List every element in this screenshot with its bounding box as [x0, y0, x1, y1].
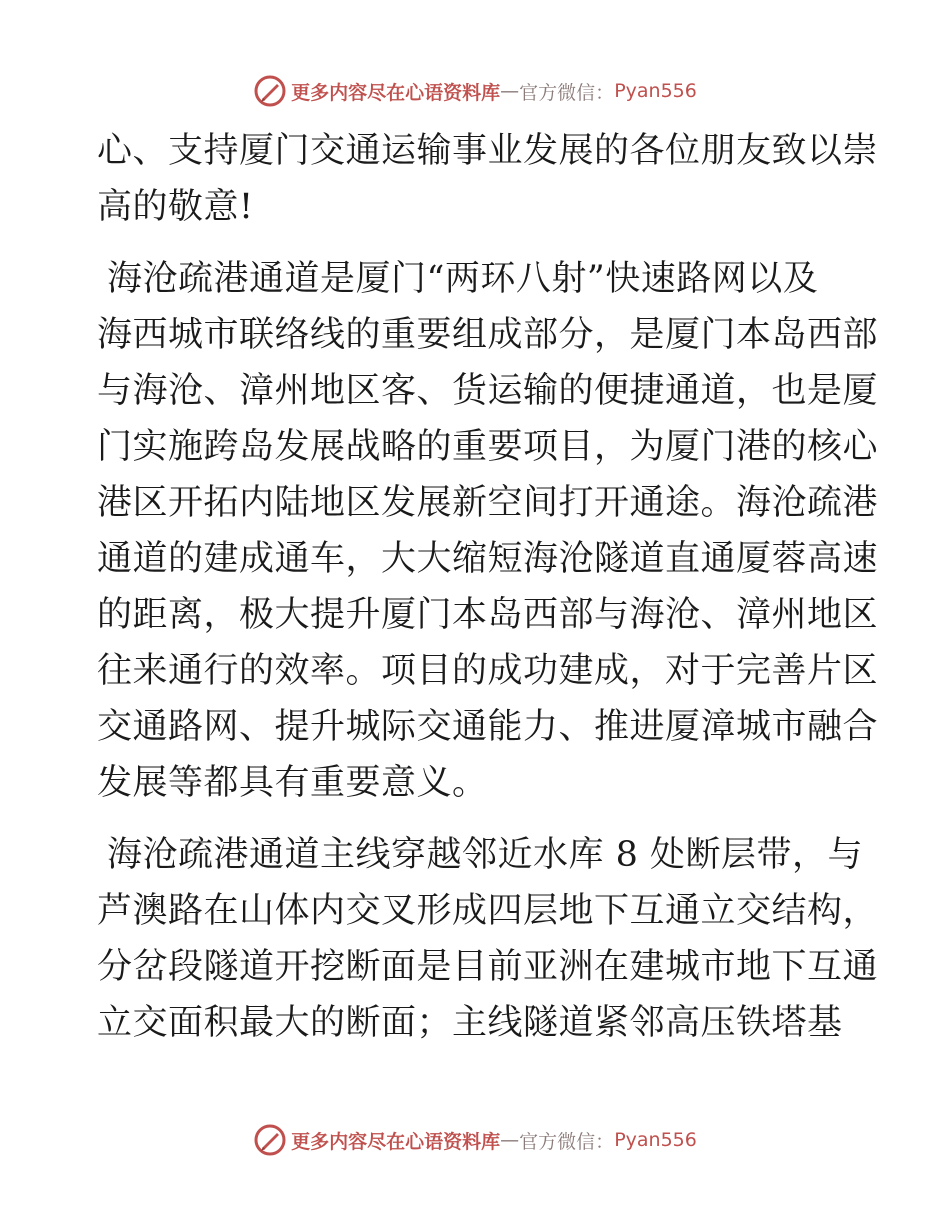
header-banner — [0, 71, 950, 111]
text-line: 海沧疏港通道是厦门“两环八射”快速路网以及 — [107, 259, 819, 299]
footer-banner — [0, 1120, 950, 1160]
text-line: 海西城市联络线的重要组成部分，是厦门本岛西部 — [97, 315, 879, 355]
text-line: 发展等都具有重要意义。 — [97, 763, 488, 803]
banner-separator: — — [500, 80, 520, 102]
text-line: 港区开拓内陆地区发展新空间打开通途。海沧疏港 — [97, 483, 879, 523]
banner-separator: — — [500, 1129, 520, 1151]
text-line: 交通路网、提升城际交通能力、推进厦漳城市融合 — [97, 707, 879, 747]
text-line: 心、支持厦门交通运输事业发展的各位朋友致以崇 — [97, 131, 879, 171]
text-line: 立交面积最大的断面；主线隧道紧邻高压铁塔基 — [97, 1003, 843, 1043]
banner-contact-id: Pyan556 — [614, 80, 697, 102]
quill-pen-logo-icon — [253, 74, 287, 108]
document-body — [97, 123, 879, 1051]
banner-contact-id: Pyan556 — [614, 1129, 697, 1151]
text-line: 通道的建成通车，大大缩短海沧隧道直通厦蓉高速 — [97, 539, 879, 579]
text-line: 与海沧、漳州地区客、货运输的便捷通道，也是厦 — [97, 371, 879, 411]
banner-text: 更多内容尽在心语资料库 — [291, 81, 501, 104]
banner-contact-label: 官方微信： — [519, 81, 615, 104]
banner-text: 更多内容尽在心语资料库 — [291, 1130, 501, 1153]
text-line: 海沧疏港通道主线穿越邻近水库 8 处断层带，与 — [107, 835, 864, 875]
paragraph-1 — [97, 123, 879, 235]
paragraph-2 — [97, 251, 879, 811]
banner-contact-label: 官方微信： — [519, 1130, 615, 1153]
text-line: 分岔段隧道开挖断面是目前亚洲在建城市地下互通 — [97, 947, 879, 987]
paragraph-3 — [97, 827, 879, 1051]
text-line: 往来通行的效率。项目的成功建成，对于完善片区 — [97, 651, 879, 691]
text-line: 高的敬意! — [97, 187, 254, 227]
quill-pen-logo-icon — [253, 1123, 287, 1157]
text-line: 的距离，极大提升厦门本岛西部与海沧、漳州地区 — [97, 595, 879, 635]
text-line: 门实施跨岛发展战略的重要项目，为厦门港的核心 — [97, 427, 879, 467]
text-line: 芦澳路在山体内交叉形成四层地下互通立交结构， — [97, 891, 879, 931]
